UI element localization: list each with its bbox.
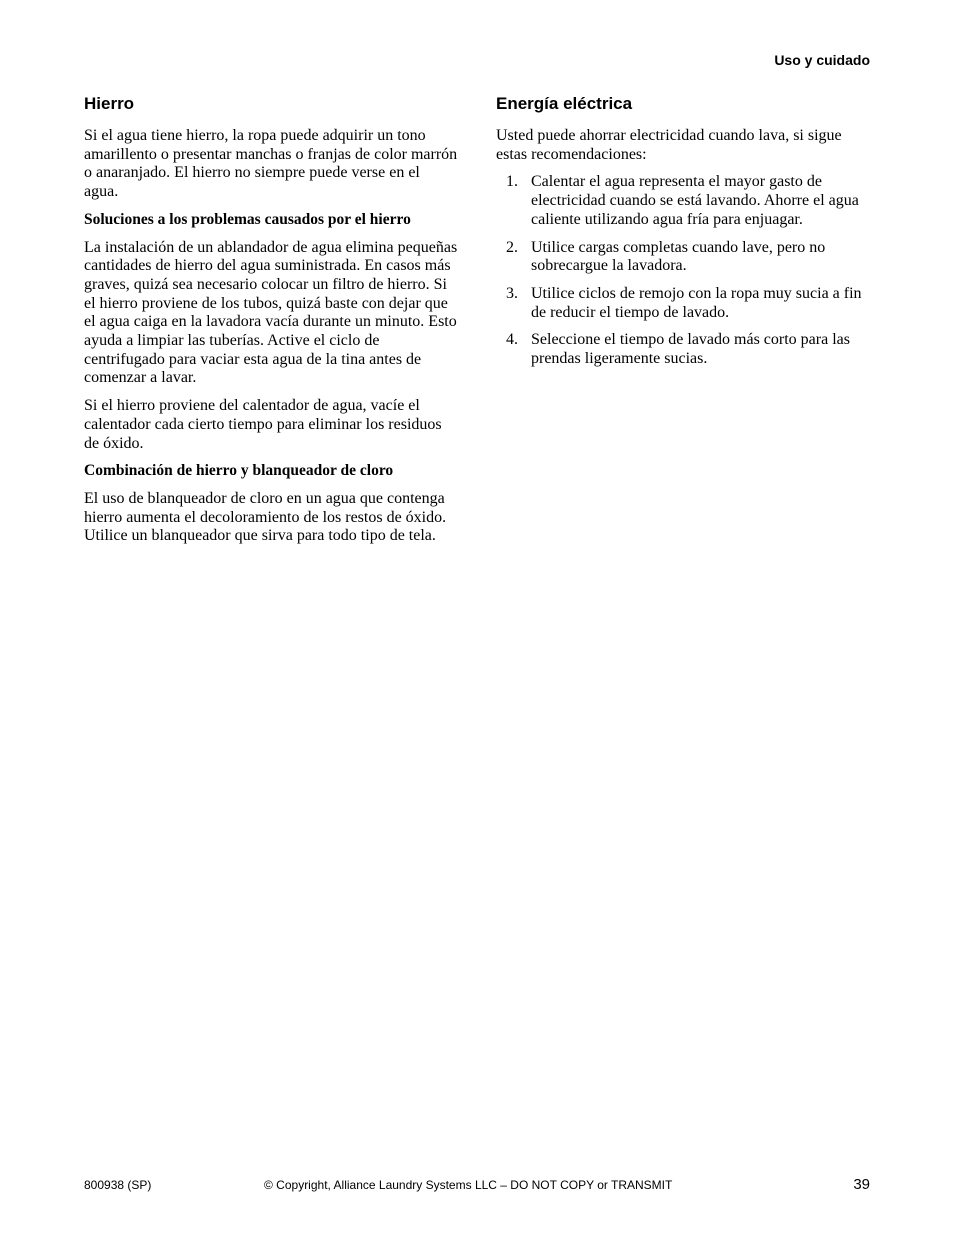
document-code: 800938 (SP): [84, 1178, 152, 1192]
list-item-number: 2.: [506, 238, 518, 256]
paragraph-ablandador: La instalación de un ablandador de agua elimina pequeñas cantidades de hierro del agua suministrada. En casos más graves, quizá sea necesario colocar un filtro de hierro. Si el hierro proviene de los tubos, quizá baste con dejar que el agua caiga en la lavadora vacía durante un minuto. Esto ayuda a limpiar las tuberías. Active el ciclo de centrifugado para vaciar esta agua de la tina antes de comenzar a lavar.: [84, 238, 458, 387]
running-header: Uso y cuidado: [774, 52, 870, 68]
recommendations-list: [496, 173, 870, 368]
page-footer: [84, 1178, 870, 1198]
right-column: [496, 93, 870, 378]
list-item-number: 4.: [506, 331, 518, 349]
list-item-number: 3.: [506, 284, 518, 302]
list-item-number: 1.: [506, 173, 518, 191]
list-item-text: Utilice ciclos de remojo con la ropa muy sucia a fin de reducir el tiempo de lavado.: [531, 284, 862, 321]
paragraph-calentador: Si el hierro proviene del calentador de agua, vacíe el calentador cada cierto tiempo para eliminar los residuos de óxido.: [84, 397, 442, 452]
paragraph-blanqueador: El uso de blanqueador de cloro en un agua que contenga hierro aumenta el decoloramiento de los restos de óxido. Utilice un blanqueador que sirva para todo tipo de tela.: [84, 489, 447, 545]
list-item: [496, 285, 870, 322]
list-item-text: Utilice cargas completas cuando lave, pero no sobrecargue la lavadora.: [531, 238, 826, 275]
paragraph-energia-intro: Usted puede ahorrar electricidad cuando lava, si sigue estas recomendaciones:: [496, 127, 842, 163]
copyright-notice: © Copyright, Alliance Laundry Systems LLC – DO NOT COPY or TRANSMIT: [264, 1178, 673, 1192]
list-item-text: Seleccione el tiempo de lavado más corto para las prendas ligeramente sucias.: [531, 331, 850, 368]
section-title-energia: Energía eléctrica: [496, 94, 633, 113]
list-item: [496, 331, 870, 368]
subheading-soluciones: Soluciones a los problemas causados por el hierro: [84, 210, 411, 228]
list-item-text: Calentar el agua representa el mayor gasto de electricidad cuando se está lavando. Ahorre el agua caliente utilizando agua fría para enjuagar.: [531, 173, 859, 228]
left-column: [84, 93, 458, 555]
page-number: 39: [853, 1176, 870, 1193]
list-item: [496, 239, 870, 276]
list-item: [496, 173, 870, 229]
subheading-combinacion: Combinación de hierro y blanqueador de cloro: [84, 462, 394, 480]
paragraph-intro: Si el agua tiene hierro, la ropa puede adquirir un tono amarillento o presentar manchas o franjas de color marrón o anaranjado. El hierro no siempre puede verse en el agua.: [84, 127, 458, 201]
section-title-hierro: Hierro: [84, 94, 135, 113]
